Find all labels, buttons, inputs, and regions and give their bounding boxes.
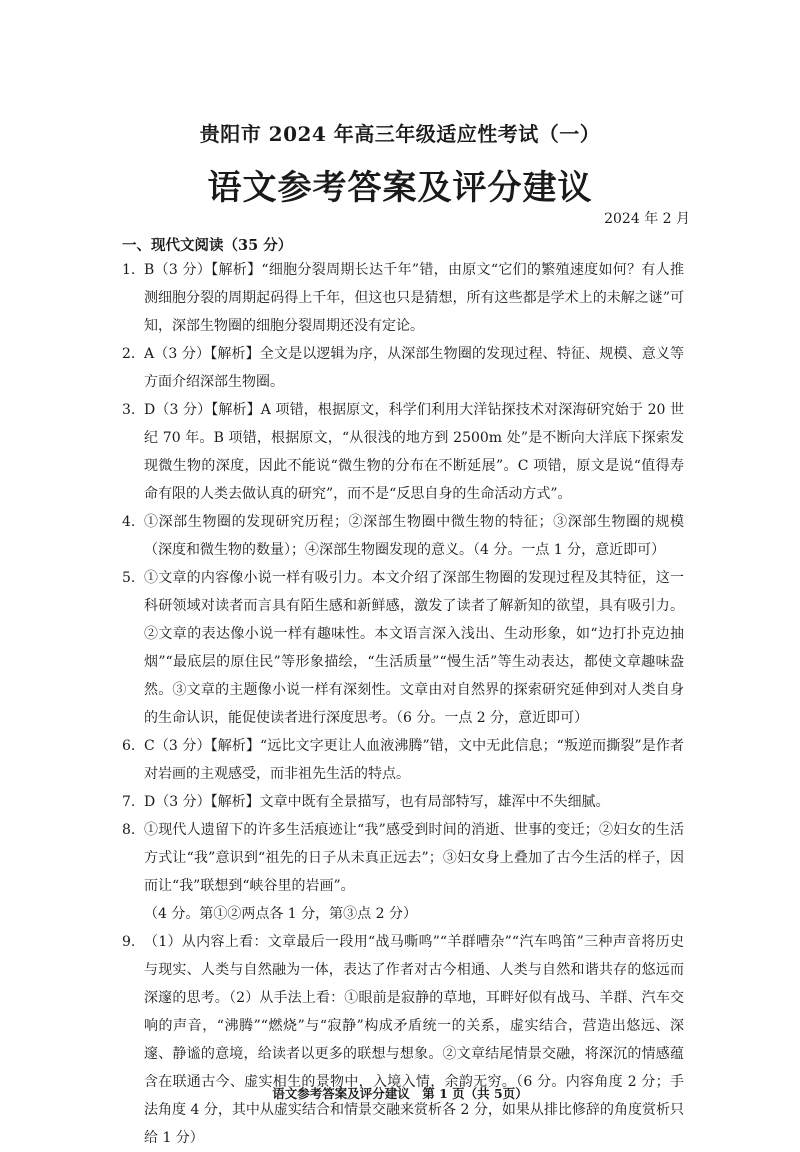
section-heading: 一、现代文阅读（35 分）: [122, 237, 293, 254]
document-date: 2024 年 2 月: [604, 211, 690, 227]
answer-item-8: [122, 816, 684, 900]
answer-item-6: [122, 732, 684, 788]
answer-item-1: [122, 256, 684, 340]
item-text: D（3 分）【解析】A 项错，根据原文，科学们利用大洋钻探技术对深海研究始于 20 世纪 70 年。B 项错，根据原文，“从很浅的地方到 2500m 处”是不断向大洋底下探索发现微生物的深度，因此不能说“微生物的分布在不断延展”。C 项错，原文是说“值得寿命有限的人类去做认真的研究”，而不是“反思自身的生命活动方式”。: [144, 402, 684, 502]
item-text: （1）从内容上看：文章最后一段用“战马嘶鸣”“羊群嘈杂”“汽车鸣笛”三种声音将历史与现实、人类与自然融为一体，表达了作者对古今相通、人类与自然和谐共存的悠远而深邃的思考。（2）从手法上看：①眼前是寂静的草地，耳畔好似有战马、羊群、汽车交响的声音，“沸腾”“燃烧”与“寂静”构成矛盾统一的关系，虚实结合，营造出悠远、深邃、静谧的意境，给读者以更多的联想与想象。②文章结尾情景交融，将深沉的情感蕴含在联通古今、虚实相生的景物中，入境入情，余韵无穷。（6 分。内容角度 2 分；手法角度 4 分，其中从虚实结合和情景交融来赏析各 2 分，如果从排比修辞的角度赏析只给 1 分）: [144, 934, 684, 1146]
item-8-score-note: （4 分。第①②两点各 1 分，第③点 2 分）: [144, 906, 417, 922]
item-text: ①文章的内容像小说一样有吸引力。本文介绍了深部生物圈的发现过程及其特征，这一科研领域对读者而言具有陌生感和新鲜感，激发了读者了解新知的欲望，具有吸引力。②文章的表达像小说一样有趣味性。本文语言深入浅出、生动形象，如“边打扑克边抽烟”“最底层的原住民”等形象描绘，“生活质量”“慢生活”等生动表达，都使文章趣味盎然。③文章的主题像小说一样有深刻性。文章由对自然界的探索研究延伸到对人类自身的生命认识，能促使读者进行深度思考。（6 分。一点 2 分，意近即可）: [144, 570, 684, 726]
item-number: 1.: [122, 262, 136, 278]
answer-list: [122, 256, 684, 1152]
item-text: C（3 分）【解析】“远比文字更让人血液沸腾”错，文中无此信息；“叛逆而撕裂”是作者对岩画的主观感受，而非祖先生活的特点。: [144, 738, 684, 782]
item-number: 4.: [122, 514, 136, 530]
item-text: ①现代人遗留下的许多生活痕迹让“我”感受到时间的消逝、世事的变迁；②妇女的生活方式让“我”意识到“祖先的日子从未真正远去”；③妇女身上叠加了古今生活的样子，因而让“我”联想到“峡谷里的岩画”。: [144, 822, 684, 894]
exam-title: 贵阳市 2024 年高三年级适应性考试（一）: [199, 122, 601, 146]
item-number: 7.: [122, 794, 136, 810]
item-number: 3.: [122, 402, 136, 418]
answer-item-5: [122, 564, 684, 732]
item-text: D（3 分）【解析】文章中既有全景描写，也有局部特写，雄浑中不失细腻。: [144, 794, 610, 810]
answer-item-9: [122, 928, 684, 1152]
item-number: 9.: [122, 934, 136, 950]
document-title: 语文参考答案及评分建议: [207, 168, 593, 208]
item-text: B（3 分）【解析】“细胞分裂周期长达千年”错，由原文“它们的繁殖速度如何？有人推测细胞分裂的周期起码得上千年，但这也只是猜想，所有这些都是学术上的未解之谜”可知，深部生物圈的细胞分裂周期还没有定论。: [144, 262, 684, 334]
item-text: ①深部生物圈的发现研究历程；②深部生物圈中微生物的特征；③深部生物圈的规模（深度和微生物的数量）；④深部生物圈发现的意义。（4 分。一点 1 分，意近即可）: [144, 514, 684, 558]
item-number: 6.: [122, 738, 136, 754]
answer-item-3: [122, 396, 684, 508]
answer-item-7: [122, 788, 684, 816]
item-number: 8.: [122, 822, 136, 838]
item-number: 2.: [122, 346, 136, 362]
item-number: 5.: [122, 570, 136, 586]
answer-item-2: [122, 340, 684, 396]
page-footer: 语文参考答案及评分建议 第 1 页（共 5页）: [272, 1086, 528, 1101]
answer-item-4: [122, 508, 684, 564]
item-text: A（3 分）【解析】全文是以逻辑为序，从深部生物圈的发现过程、特征、规模、意义等方面介绍深部生物圈。: [144, 346, 684, 390]
